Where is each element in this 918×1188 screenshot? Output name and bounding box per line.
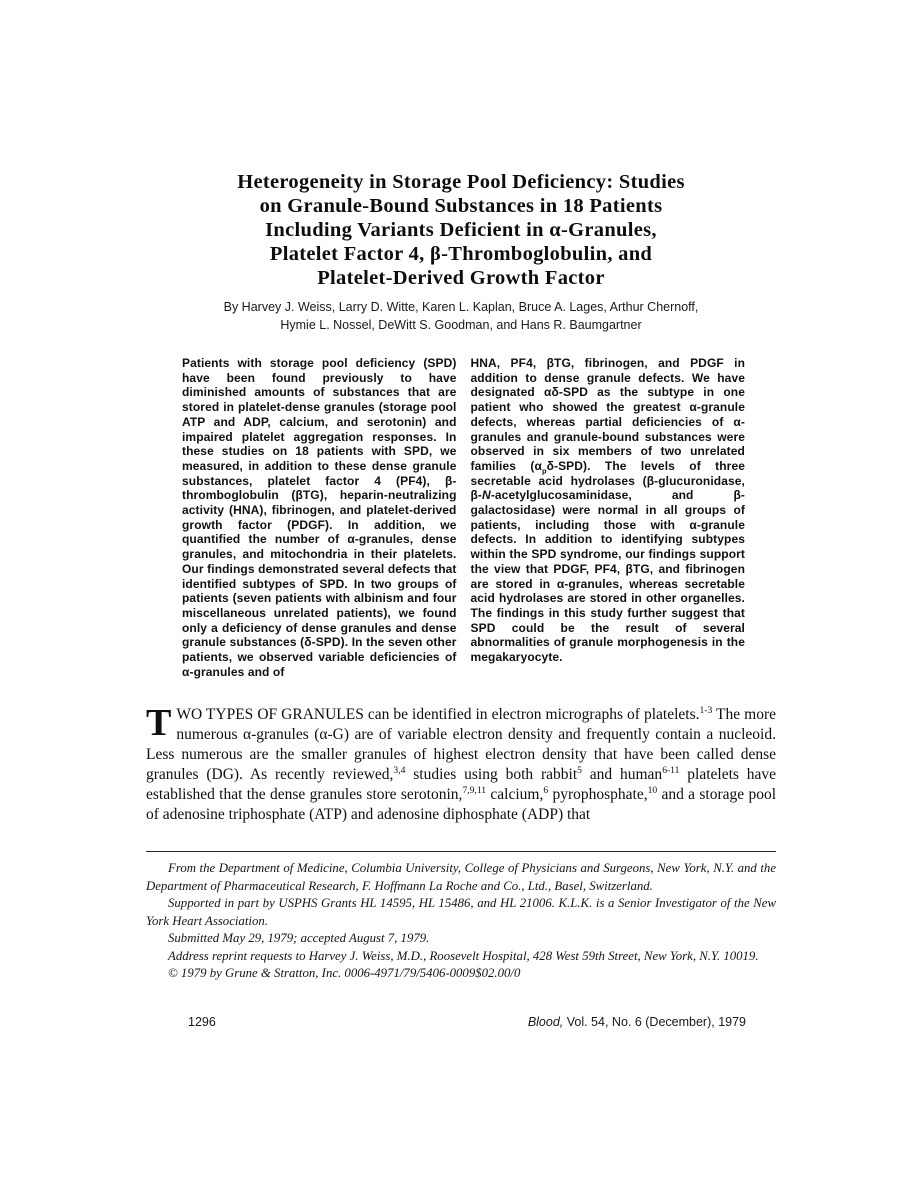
- abstract-left-column: Patients with storage pool deficiency (SPD) have been found previously to have diminished amounts of substances that are stored in platelet-dense granules (storage pool ATP and ADP, calcium, and serotonin) and impaired platelet aggregation responses. In these studies on 18 patients with SPD, we measured, in addition to these dense granule substances, platelet factor 4 (PF4), β-thromboglobulin (βTG), heparin-neutralizing activity (HNA), fibrinogen, and platelet-derived growth factor (PDGF). In addition, we quantified the number of α-granules, dense granules, and mitochondria in their platelets. Our findings demonstrated several defects that identified subtypes of SPD. In two groups of patients (seven patients with albinism and four miscellaneous unrelated patients), we found only a deficiency of dense granules and dense granule substances (δ-SPD). In the seven other patients, we observed variable deficiencies of α-granules and of: [182, 356, 457, 679]
- article-title: [146, 170, 776, 290]
- drop-cap: T: [146, 702, 172, 745]
- abstract: [182, 356, 745, 679]
- author-byline: [146, 299, 776, 334]
- footnote-support: Supported in part by USPHS Grants HL 14595, HL 15486, and HL 21006. K.L.K. is a Senior Investigator of the New York Heart Association.: [146, 896, 776, 928]
- footnote-divider: [146, 851, 776, 852]
- journal-citation: Blood, Vol. 54, No. 6 (December), 1979: [527, 1014, 746, 1029]
- author-byline-line: By Harvey J. Weiss, Larry D. Witte, Karen L. Kaplan, Bruce A. Lages, Arthur Chernoff,: [223, 300, 699, 314]
- footnotes: [146, 860, 776, 983]
- page-number: 1296: [188, 1014, 216, 1029]
- article-title-line: Platelet-Derived Growth Factor: [317, 267, 605, 289]
- abstract-right-column: HNA, PF4, βTG, fibrinogen, and PDGF in addition to dense granule defects. We have designated αδ-SPD as the subtype in one patient who showed the greatest α-granule defects, whereas partial deficiencies of α-granules and granule-bound substances were observed in six members of two unrelated families $(\alpha_p\delta-SPD)$. The levels of three secretable acid hydrolases (β-glucuronidase, β-N-acetylglucosaminidase, and β-galactosidase) were normal in all groups of patients, including those with α-granule defects. In addition to identifying subtypes within the SPD syndrome, our findings support the view that PDGF, PF4, βTG, and fibrinogen are stored in α-granules, whereas secretable acid hydrolases are stored in other organelles. The findings in this study further suggest that SPD could be the result of several abnormalities of granule morphogenesis in the megakaryocyte.: [470, 356, 745, 665]
- article-title-line: Platelet Factor 4, β-Thromboglobulin, and: [269, 243, 653, 265]
- footnote-reprint-address: Address reprint requests to Harvey J. Weiss, M.D., Roosevelt Hospital, 428 West 59th Street, New York, N.Y. 10019.: [168, 948, 759, 963]
- footnote-copyright: © 1979 by Grune & Stratton, Inc. 0006-4971/79/5406-0009$02.00/0: [168, 966, 521, 981]
- article-title-line: Including Variants Deficient in α-Granules,: [265, 219, 657, 241]
- journal-page: [146, 170, 776, 1029]
- body-paragraph-text: WO TYPES OF GRANULES can be identified in electron micrographs of platelets.$^{1-3}$ The more numerous α-granules (α-G) are of variable electron density and frequently contain a nucleoid. Less numerous are the smaller granules of highest electron density that have been called dense granules (DG). As recently reviewed,$^{3,4}$ studies using both rabbit$^5$ and human$^{6-11}$ platelets have established that the dense granules store serotonin,$^{7,9,11}$ calcium,$^6$ pyrophosphate,$^{10}$ and a storage pool of adenosine triphosphate (ATP) and adenosine diphosphate (ADP) that: [146, 705, 777, 824]
- article-title-line: Heterogeneity in Storage Pool Deficiency: Studies: [237, 171, 685, 193]
- footnote-submission-dates: Submitted May 29, 1979; accepted August 7, 1979.: [168, 931, 430, 946]
- footnote-affiliation: From the Department of Medicine, Columbia University, College of Physicians and Surgeons, New York, N.Y. and the Department of Pharmaceutical Research, F. Hoffmann La Roche and Co., Ltd., Basel, Switzerland.: [146, 861, 776, 893]
- author-byline-line: Hymie L. Nossel, DeWitt S. Goodman, and Hans R. Baumgartner: [280, 317, 642, 332]
- article-title-line: on Granule-Bound Substances in 18 Patients: [259, 195, 663, 217]
- body-paragraph: [146, 702, 777, 825]
- page-footer: [146, 1015, 776, 1029]
